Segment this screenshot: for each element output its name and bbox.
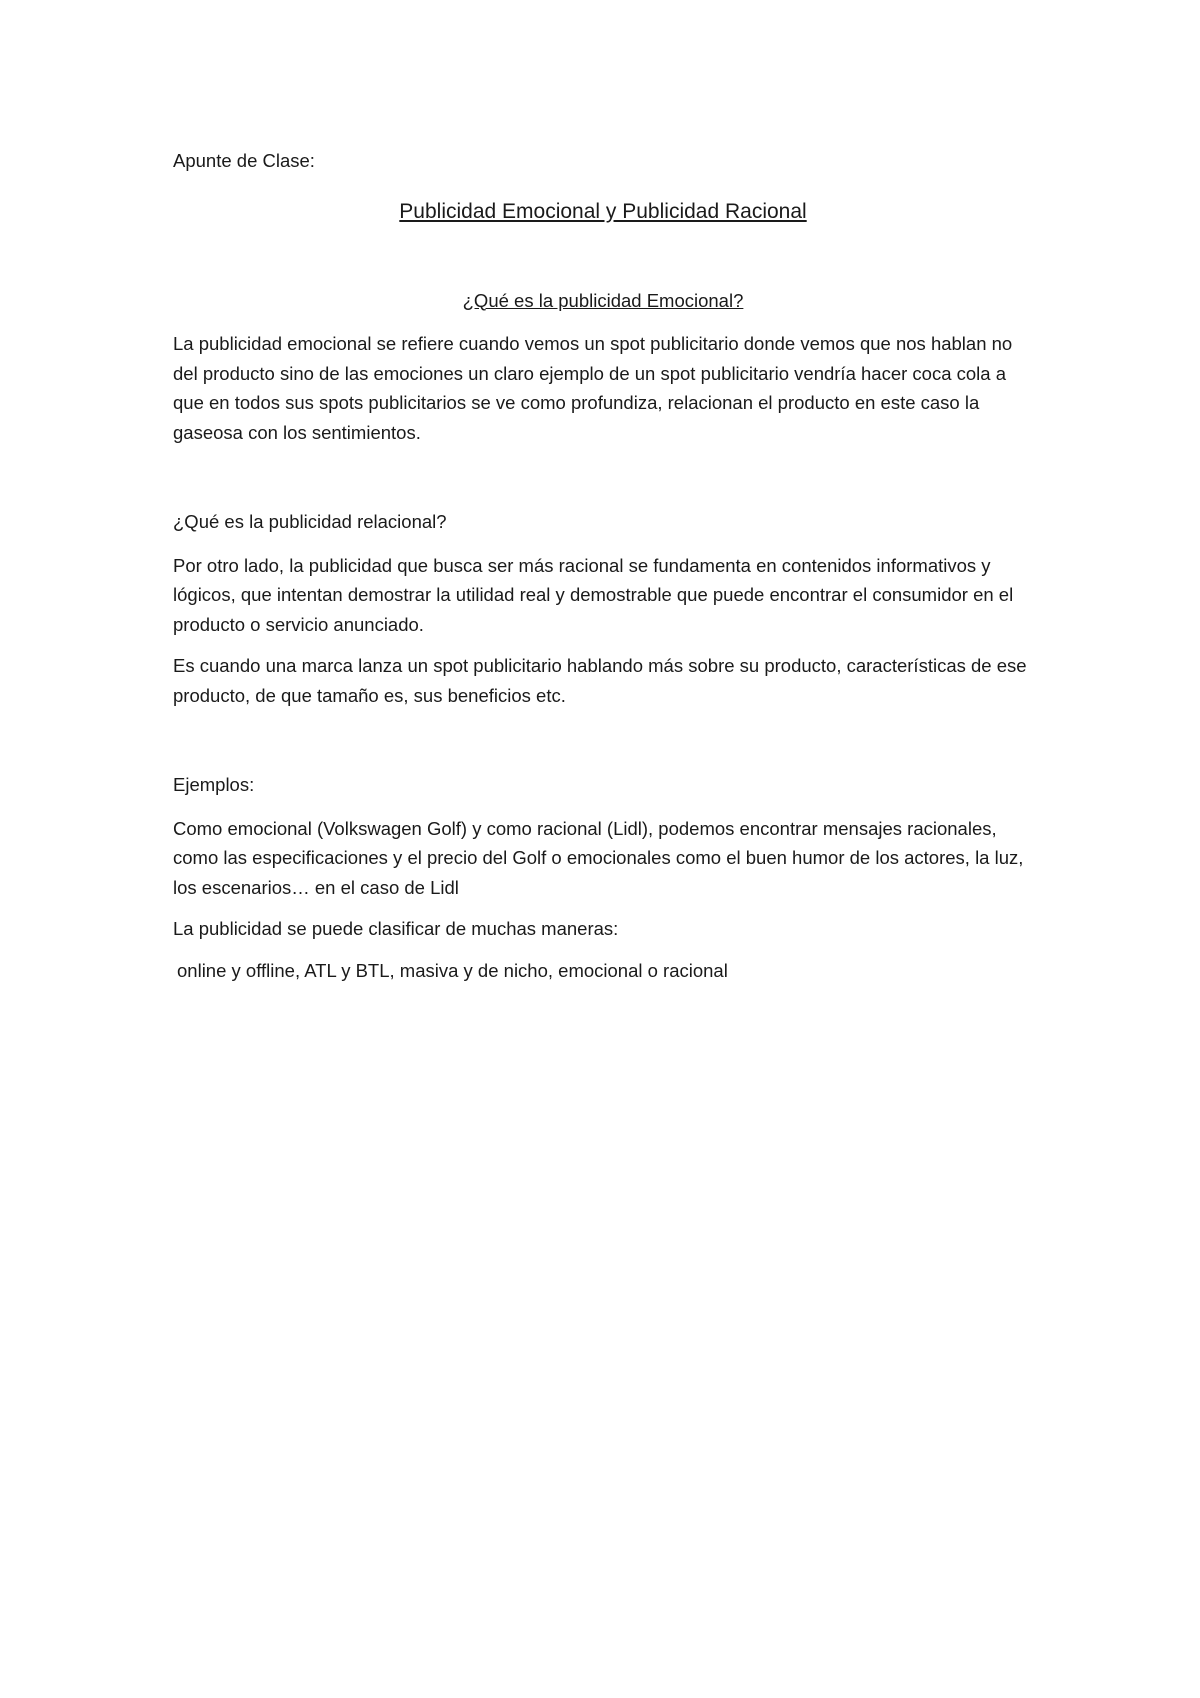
classification-line: online y offline, ATL y BTL, masiva y de nicho, emocional o racional (177, 959, 728, 981)
section-relacional-paragraph-1: Por otro lado, la publicidad que busca ser más racional se fundamenta en contenidos informativos y lógicos, que intentan demostrar la utilidad real y demostrable que puede encontrar el consumidor en el producto o servicio anunciado. (173, 554, 1014, 635)
header-label: Apunte de Clase: (173, 150, 315, 171)
section-ejemplos-paragraph-2: La publicidad se puede clasificar de muchas maneras: (173, 918, 619, 939)
section-relacional-paragraph-2: Es cuando una marca lanza un spot publicitario hablando más sobre su producto, características de ese producto, de que tamaño es, sus beneficios etc. (173, 655, 1027, 706)
section-ejemplos-heading: Ejemplos: (173, 774, 255, 795)
document-body (173, 146, 1033, 985)
page-title: Publicidad Emocional y Publicidad Racional (399, 199, 807, 223)
section-relacional-question: ¿Qué es la publicidad relacional? (173, 511, 447, 532)
section-emocional-question: ¿Qué es la publicidad Emocional? (462, 289, 744, 311)
section-ejemplos-paragraph-1: Como emocional (Volkswagen Golf) y como racional (Lidl), podemos encontrar mensajes racionales, como las especificaciones y el precio del Golf o emocionales como el buen humor de los actores, la luz, los escenarios… en el caso de Lidl (173, 817, 1024, 898)
section-emocional-paragraph: La publicidad emocional se refiere cuando vemos un spot publicitario donde vemos que nos hablan no del producto sino de las emociones un claro ejemplo de un spot publicitario vendría hacer coca cola a que en todos sus spots publicitarios se ve como profundiza, relacionan el producto en este caso la gaseosa con los sentimientos. (173, 333, 1013, 443)
